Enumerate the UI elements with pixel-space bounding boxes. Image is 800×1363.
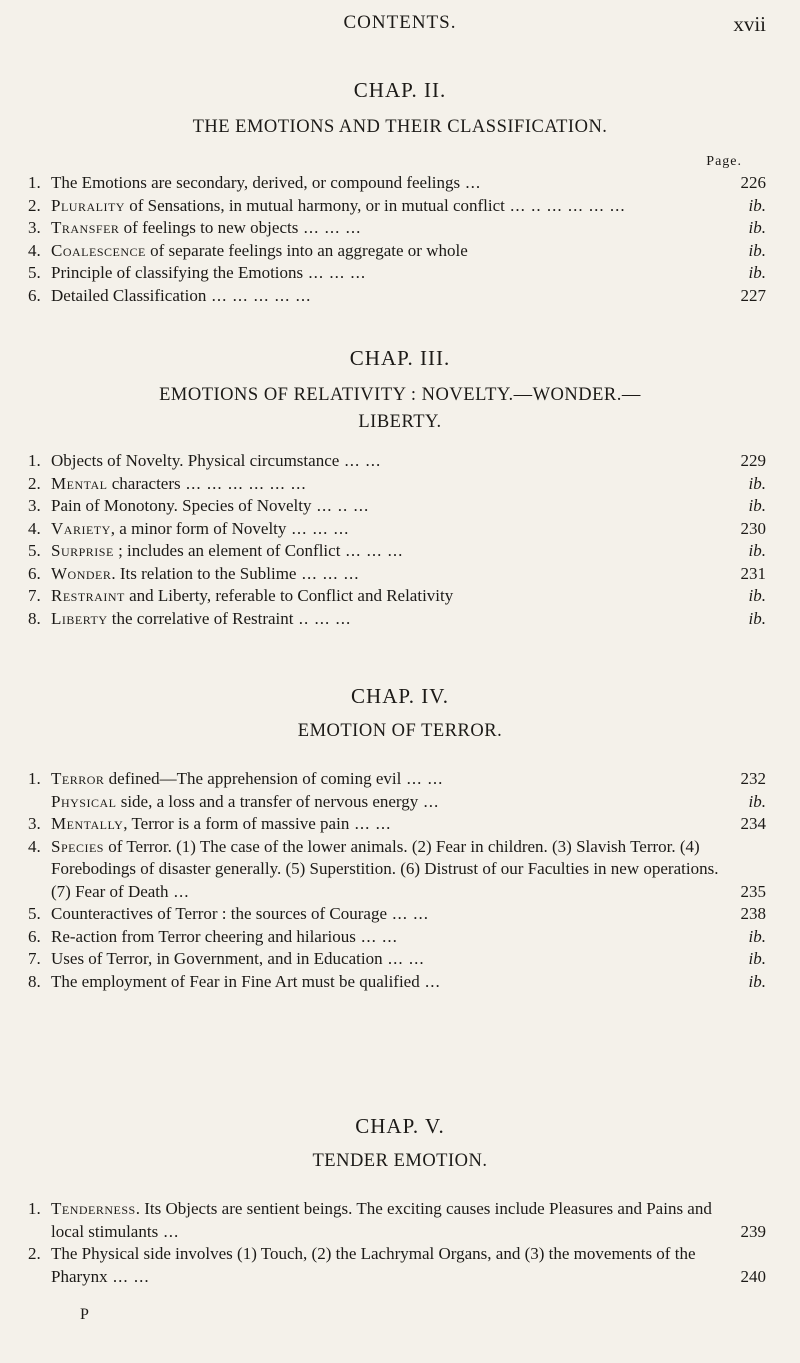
entry-leader-dots: ... [158,1221,180,1241]
entry-number: 4. [28,240,41,260]
entry-number: 3. [28,496,41,515]
entry-text [51,195,720,218]
entry-leader-dots: ... ... [339,451,382,470]
chapter-4 [0,684,800,742]
entry-description: Objects of Novelty. Physical circumstance [51,451,340,470]
entry-leader-dots: ... ... ... [296,563,360,583]
entry-page-number: ib. [748,541,766,560]
contents-entry [0,585,800,608]
contents-entry [0,768,800,791]
entry-leader-dots: ... ... ... ... ... [206,285,312,305]
entry-number: 2. [28,1244,41,1263]
entry-description: the correlative of Restraint [107,608,294,628]
entry-page-number: ib. [748,263,766,282]
entry-text [51,926,720,949]
contents-entry [0,608,800,631]
contents-entry [0,971,800,994]
entry-number: 8. [28,971,41,991]
entry-page-number: ib. [748,791,766,811]
running-head [0,12,800,42]
entry-number: 1. [28,173,41,192]
entry-number: 4. [28,518,41,538]
entry-page-number: 231 [740,563,766,583]
entry-page-number: ib. [748,195,766,215]
entry-text [51,1243,720,1288]
entry-number: 3. [28,218,41,237]
contents-entry [0,1198,800,1243]
entry-page-number: ib. [748,949,766,968]
contents-entry [0,926,800,949]
entry-number: 1. [28,769,41,788]
entry-lead-term: Coalescence [51,240,146,260]
entry-number: 1. [28,1199,41,1218]
entry-description: Detailed Classification [51,285,207,305]
entry-lead-term: Transfer [51,218,120,237]
contents-entry [0,813,800,836]
entry-text [51,1198,720,1243]
running-head-page-number: xvii [733,12,766,36]
entry-description: , a minor form of Novelty [110,518,287,538]
chapter-5 [0,1114,800,1172]
entry-lead-term: Variety [51,518,111,538]
chapter-2-entries [0,172,800,307]
entry-leader-dots: ... ... [107,1266,150,1286]
entry-text [51,172,720,195]
chapter-3-entries [0,450,800,630]
entry-leader-dots: ... ... [349,814,392,833]
entry-description: The Emotions are secondary, derived, or compound feelings [51,173,461,192]
entry-leader-dots: ... ... [382,949,425,968]
entry-leader-dots: ... ... ... [340,541,404,560]
contents-entry [0,518,800,541]
entry-number: 6. [28,285,41,305]
entry-number: 1. [28,451,41,470]
entry-leader-dots: ... ... ... [303,263,367,282]
entry-description: Pain of Monotony. Species of Novelty [51,496,312,515]
entry-description: Counteractives of Terror : the sources of Courage [51,904,388,923]
entry-number: 8. [28,608,41,628]
contents-entry [0,450,800,473]
entry-page-number: 238 [740,904,766,923]
entry-description: of Terror. (1) The case of the lower animals. (2) Fear in children. (3) Slavish Terror. (4) Forebodings of disaster generally. (5) Superstition. (6) Distrust of our Faculties in new operations. (7) Fear of Death [51,836,719,901]
entry-number: 6. [28,926,41,946]
entry-page-number: ib. [748,586,766,605]
entry-lead-term: Physical [51,791,117,811]
entry-text [51,585,720,608]
entry-leader-dots: ... [418,791,440,811]
contents-entry [0,540,800,563]
entry-description: ; includes an element of Conflict [113,541,341,560]
entry-page-number: 240 [740,1266,766,1286]
entry-description: of feelings to new objects [119,218,299,237]
chapter-title: THE EMOTIONS AND THEIR CLASSIFICATION. [192,117,608,137]
entry-leader-dots: ... ... [401,769,444,788]
entry-text [51,495,720,518]
entry-page-number: 235 [740,881,766,901]
entry-leader-dots: ... ... ... [298,218,362,237]
running-head-title: CONTENTS. [343,12,457,33]
chapter-title: EMOTION OF TERROR. [297,721,503,741]
contents-entry [0,217,800,240]
entry-lead-term: Mental [51,473,108,493]
entry-text [51,971,720,994]
entry-page-number: 234 [740,814,766,833]
entry-leader-dots: .. ... ... [293,608,352,628]
entry-lead-term: Mentally [51,814,124,833]
entry-page-number: ib. [748,496,766,515]
entry-text [51,563,720,586]
entry-leader-dots: ... .. ... [311,496,370,515]
entry-description: . Its Objects are sentient beings. The exciting causes include Pleasures and Pains and local stimulants [51,1199,712,1241]
entry-description: of separate feelings into an aggregate or whole [145,240,468,260]
chapter-title-line-2: LIBERTY. [358,412,442,432]
entry-number: 5. [28,541,41,560]
entry-page-number: ib. [748,473,766,493]
entry-page-number: 226 [740,173,766,192]
entry-text [51,240,720,263]
chapter-5-entries [0,1198,800,1288]
entry-leader-dots: ... ... [387,904,430,923]
entry-number: 2. [28,473,41,493]
entry-number: 5. [28,263,41,282]
chapter-label: CHAP. IV. [351,684,449,708]
entry-page-number: ib. [748,971,766,991]
entry-page-number: 239 [740,1221,766,1241]
entry-page-number: ib. [748,218,766,237]
contents-entry [0,473,800,496]
entry-text [51,608,720,631]
entry-leader-dots: ... [460,173,482,192]
entry-page-number: 232 [740,769,766,788]
contents-entry [0,262,800,285]
entry-description: . Its relation to the Sublime [111,563,297,583]
entry-text [51,791,720,814]
entry-lead-term: Surprise [51,541,114,560]
chapter-label: CHAP. III. [349,346,451,370]
entry-description: , Terror is a form of massive pain [123,814,350,833]
entry-number: 6. [28,563,41,583]
entry-leader-dots: ... ... ... [286,518,350,538]
contents-entry [0,495,800,518]
entry-number: 5. [28,904,41,923]
entry-description: The Physical side involves (1) Touch, (2) the Lachrymal Organs, and (3) the movements of the Pharynx [51,1244,696,1286]
entry-text [51,473,720,496]
signature-mark: P [80,1306,89,1323]
entry-text [51,903,720,926]
entry-lead-term: Restraint [51,586,125,605]
contents-entry [0,836,800,904]
chapter-4-entries [0,768,800,993]
entry-description: The employment of Fear in Fine Art must be qualified [51,971,420,991]
chapter-label: CHAP. V. [355,1114,445,1138]
entry-leader-dots: ... [168,881,190,901]
entry-page-number: 229 [740,451,766,470]
entry-page-number: 227 [740,285,766,305]
entry-text [51,217,720,240]
entry-description: of Sensations, in mutual harmony, or in mutual conflict [124,195,505,215]
contents-entry [0,563,800,586]
contents-entry [0,1243,800,1288]
chapter-label: CHAP. II. [353,78,447,102]
contents-entry [0,195,800,218]
contents-entry [0,903,800,926]
contents-entry [0,285,800,308]
entry-description: characters [107,473,181,493]
contents-entry [0,791,800,814]
entry-leader-dots: ... .. ... ... ... ... [504,195,626,215]
entry-lead-term: Tenderness [51,1199,136,1218]
entry-text [51,948,720,971]
entry-number: 7. [28,586,41,605]
chapter-2 [0,78,800,138]
contents-entry [0,948,800,971]
contents-entry [0,172,800,195]
entry-description: defined—The apprehension of coming evil [104,769,402,788]
chapter-title: EMOTIONS OF RELATIVITY : NOVELTY.—WONDER.— [159,385,641,405]
entry-lead-term: Wonder [51,563,112,583]
entry-description: side, a loss and a transfer of nervous energy [116,791,419,811]
page-column-label: Page. [706,154,742,169]
entry-page-number: ib. [748,240,766,260]
entry-page-number: 230 [740,518,766,538]
entry-lead-term: Liberty [51,608,108,628]
entry-description: Uses of Terror, in Government, and in Education [51,949,383,968]
entry-leader-dots: ... ... [355,926,398,946]
entry-text [51,540,720,563]
entry-number: 7. [28,949,41,968]
entry-description: Re-action from Terror cheering and hilarious [51,926,356,946]
contents-entry [0,240,800,263]
entry-lead-term: Species [51,836,104,856]
entry-number: 3. [28,814,41,833]
entry-text [51,813,720,836]
entry-description: Principle of classifying the Emotions [51,263,304,282]
entry-page-number: ib. [748,608,766,628]
entry-description: and Liberty, referable to Conflict and Relativity [124,586,454,605]
entry-leader-dots: ... [419,971,441,991]
entry-text [51,262,720,285]
entry-text [51,518,720,541]
entry-page-number: ib. [748,926,766,946]
chapter-title: TENDER EMOTION. [312,1151,488,1171]
entry-leader-dots: ... ... ... ... ... ... [180,473,307,493]
entry-number: 2. [28,195,41,215]
chapter-3 [0,346,800,433]
entry-text [51,450,720,473]
entry-text [51,836,720,904]
entry-lead-term: Terror [51,769,105,788]
entry-text [51,285,720,308]
entry-number: 4. [28,836,41,856]
entry-lead-term: Plurality [51,195,125,215]
entry-text [51,768,720,791]
